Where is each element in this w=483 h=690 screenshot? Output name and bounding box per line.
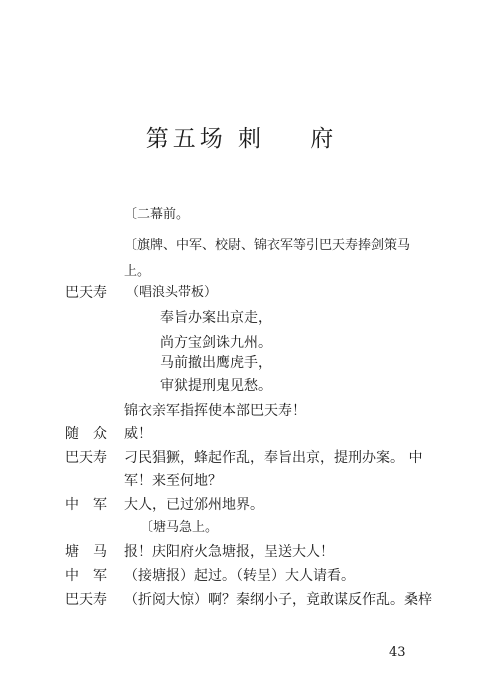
page-number: 43 [389,645,406,660]
dialog-text: （唱浪头带板） [126,285,218,300]
stage-direction: 〔塘马急上。 [140,520,219,535]
verse-line: 马前撤出鹰虎手， [160,355,272,371]
speaker-name: 中 军 [65,568,107,584]
dialog-text: 报！庆阳府火急塘报，呈送大人！ [124,544,334,560]
speaker-name: 巴天寿 [65,450,107,466]
dialog-text: 刁民猖獗，蜂起作乱，奉旨出京，提刑办案。 中 [124,450,423,466]
dialog-text: 军！来至何地？ [124,473,222,489]
scene-title: 第五场 刺 府 [145,126,338,152]
stage-direction: 上。 [124,264,151,279]
speaker-name: 巴天寿 [65,592,107,608]
speaker-name: 随 众 [65,426,107,442]
stage-direction: 〔二幕前。 [124,207,190,222]
speaker-name: 中 军 [65,497,107,513]
dialog-text: （接塘报）起过。（转呈）大人请看。 [124,568,355,584]
speaker-name: 塘 马 [65,544,107,560]
verse-line: 审狱提刑鬼见愁。 [160,378,272,394]
dialog-text: （折阅大惊）啊？秦纲小子，竟敢谋反作乱。桑梓 [124,592,432,608]
dialog-text: 锦衣亲军指挥使本部巴天寿！ [124,403,306,419]
dialog-text: 大人，已过邠州地界。 [124,497,264,513]
dialog-text: 威！ [124,426,152,442]
verse-line: 奉旨办案出京走， [160,310,272,326]
speaker-name: 巴天寿 [65,285,107,301]
stage-direction: 〔旗牌、中军、校尉、锦衣军等引巴天寿捧剑策马 [124,238,411,253]
verse-line: 尚方宝剑诛九州。 [160,335,272,351]
